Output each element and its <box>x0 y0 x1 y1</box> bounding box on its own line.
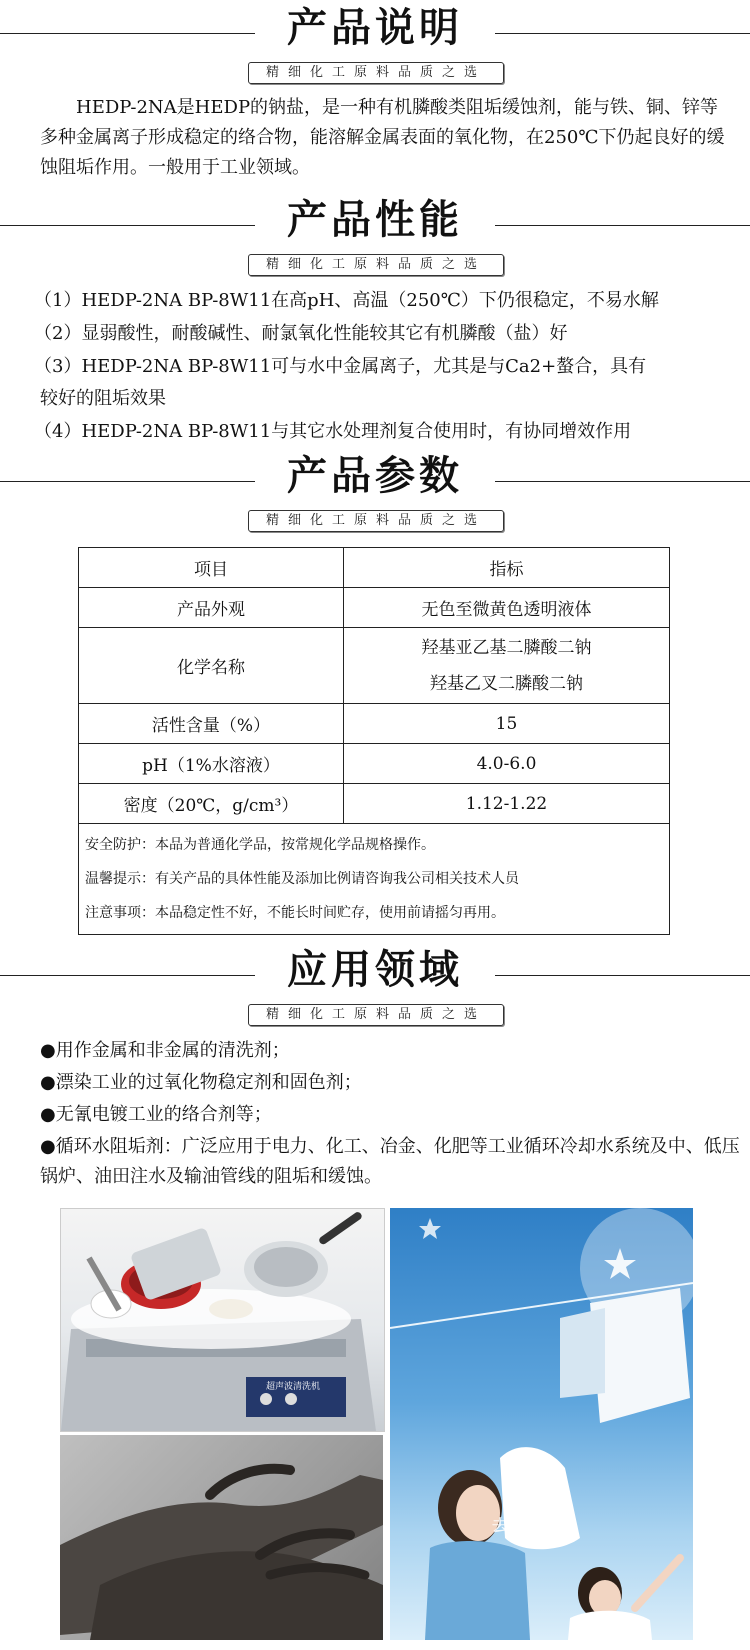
divider-line <box>495 225 750 226</box>
row-value <box>344 628 670 704</box>
application-item-2: ●漂染工业的过氧化物稳定剂和固色剂； <box>40 1072 362 1093</box>
performance-item-1: （1）HEDP-2NA BP-8W11在高pH、高温（250℃）下仍很稳定，不易水解 <box>34 290 659 311</box>
row-value: 1.12-1.22 <box>344 784 670 824</box>
header-spec: 指标 <box>344 548 670 588</box>
performance-item-3-cont: 较好的阻垢效果 <box>40 388 166 409</box>
section-title-intro: 产品说明 <box>287 5 463 51</box>
photo-laundry <box>390 1208 693 1640</box>
params-table <box>78 547 670 935</box>
table-row <box>79 704 670 744</box>
table-row <box>79 628 670 704</box>
row-name: 活性含量（%） <box>79 704 344 744</box>
washer-illustration <box>61 1209 384 1431</box>
table-notes-row <box>79 824 670 935</box>
section-title-applications: 应用领域 <box>287 947 463 993</box>
divider-line <box>0 33 255 34</box>
row-value-line-1: 羟基亚乙基二膦酸二钠 <box>421 637 592 658</box>
photo-ultrasonic-cleaner <box>60 1208 385 1432</box>
application-item-1: ●用作金属和非金属的清洗剂； <box>40 1040 290 1061</box>
row-name: 化学名称 <box>79 628 344 704</box>
divider-line <box>0 975 255 976</box>
row-value: 无色至微黄色透明液体 <box>344 588 670 628</box>
row-name: pH（1%水溶液） <box>79 744 344 784</box>
divider-line <box>0 225 255 226</box>
table-row <box>79 744 670 784</box>
tagline-box: 精细化工原料品质之选 <box>248 254 504 276</box>
row-name: 密度（20℃，g/cm³） <box>79 784 344 824</box>
tagline-box: 精细化工原料品质之选 <box>248 1004 504 1026</box>
note-tip: 温馨提示：有关产品的具体性能及添加比例请咨询我公司相关技术人员 <box>85 871 519 887</box>
intro-paragraph: HEDP-2NA是HEDP的钠盐，是一种有机膦酸类阻垢缓蚀剂，能与铁、铜、锌等多种金属离子形成稳定的络合物，能溶解金属表面的氧化物，在250℃下仍起良好的缓蚀阻垢作用。一般用于工业领域。 <box>40 97 725 178</box>
hands-illustration <box>60 1435 383 1640</box>
washer-panel-label: 超声波清洗机 <box>266 1382 321 1392</box>
section-title-performance: 产品性能 <box>287 197 463 243</box>
divider-line <box>495 33 750 34</box>
section-header-intro <box>0 0 750 80</box>
header-item: 项目 <box>79 548 344 588</box>
divider-line <box>495 481 750 482</box>
laundry-illustration <box>390 1208 693 1640</box>
divider-line <box>495 975 750 976</box>
row-value: 4.0-6.0 <box>344 744 670 784</box>
laundry-stain-label: 去渍 <box>492 1516 525 1535</box>
performance-item-2: （2）显弱酸性，耐酸碱性、耐氯氧化性能较其它有机膦酸（盐）好 <box>34 323 568 344</box>
section-title-params: 产品参数 <box>287 453 463 499</box>
tagline-box: 精细化工原料品质之选 <box>248 62 504 84</box>
table-row <box>79 588 670 628</box>
tagline-box: 精细化工原料品质之选 <box>248 510 504 532</box>
photo-dirty-hands <box>60 1435 383 1640</box>
divider-line <box>0 481 255 482</box>
section-header-params <box>0 448 750 528</box>
performance-item-3: （3）HEDP-2NA BP-8W11可与水中金属离子，尤其是与Ca2+螯合，具有 <box>34 356 647 377</box>
application-item-3: ●无氰电镀工业的络合剂等； <box>40 1104 272 1125</box>
section-header-performance <box>0 192 750 272</box>
table-header-row <box>79 548 670 588</box>
row-value-line-2: 羟基乙叉二膦酸二钠 <box>430 673 583 694</box>
table-row <box>79 784 670 824</box>
row-value: 15 <box>344 704 670 744</box>
note-caution: 注意事项：本品稳定性不好，不能长时间贮存，使用前请摇匀再用。 <box>85 905 505 921</box>
row-name: 产品外观 <box>79 588 344 628</box>
note-safety: 安全防护：本品为普通化学品，按常规化学品规格操作。 <box>85 837 435 853</box>
notes-cell <box>79 824 670 935</box>
application-item-4: ●循环水阻垢剂：广泛应用于电力、化工、冶金、化肥等工业循环冷却水系统及中、低压锅炉、油田注水及输油管线的阻垢和缓蚀。 <box>40 1136 740 1187</box>
performance-item-4: （4）HEDP-2NA BP-8W11与其它水处理剂复合使用时，有协同增效作用 <box>34 421 632 442</box>
section-header-applications <box>0 942 750 1022</box>
